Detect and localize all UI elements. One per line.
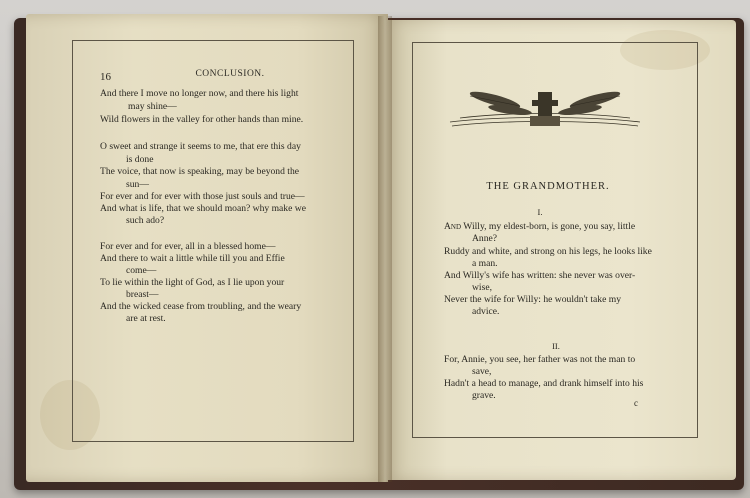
poem-line: For, Annie, you see, her father was not the man to [444,354,636,365]
poem-line: advice. [472,306,500,317]
poem-line: For ever and for ever with those just souls and true— [100,191,305,202]
poem-line: And there to wait a little while till you and Effie [100,253,285,264]
drop-word: And [444,221,462,232]
poem-line: Ruddy and white, and strong on his legs, he looks like [444,246,652,257]
poem-line: Anne? [472,233,498,244]
poem-line: Never the wife for Willy: he wouldn't take my [444,294,622,305]
poem-line: breast— [126,289,159,300]
wheat-sheaf-ornament-icon [440,86,650,138]
book-gutter [378,16,392,482]
poem-line: save, [472,366,492,377]
signature-mark: c [634,398,638,408]
poem-line: come— [126,265,157,276]
poem-line: O sweet and strange it seems to me, that ere this day [100,141,301,152]
poem-line: For ever and for ever, all in a blessed home— [100,241,276,252]
poem-line: is done [126,154,154,165]
poem-line: The voice, that now is speaking, may be beyond the [100,166,300,177]
poem-line: Wild flowers in the valley for other hands than mine. [100,114,304,125]
page-number: 16 [100,71,111,83]
poem-line: a man. [472,258,498,269]
poem-line: such ado? [126,215,165,226]
poem-line: And Willy's wife has written: she never was over- [444,270,636,281]
poem-line: And there I move no longer now, and there his light [100,88,299,99]
poem-line: wise, [472,282,492,293]
poem-title: THE GRANDMOTHER. [486,181,610,192]
poem-line: are at rest. [126,313,166,324]
section-number: I. [537,207,543,217]
poem-line: sun— [126,179,149,190]
poem-line: And what is life, that we should moan? why make we [100,203,306,214]
poem-line: And the wicked cease from troubling, and the weary [100,301,302,312]
poem-line: To lie within the light of God, as I lie upon your [100,277,285,288]
section-number: II. [552,341,560,351]
poem-line: Hadn't a head to manage, and drank himself into his [444,378,644,389]
poem-line-text: Willy, my eldest-born, is gone, you say, little [463,221,636,232]
poem-line: grave. [472,390,496,401]
poem-line [444,221,635,233]
poem-line: may shine— [128,101,177,112]
running-head: CONCLUSION. [195,69,265,79]
